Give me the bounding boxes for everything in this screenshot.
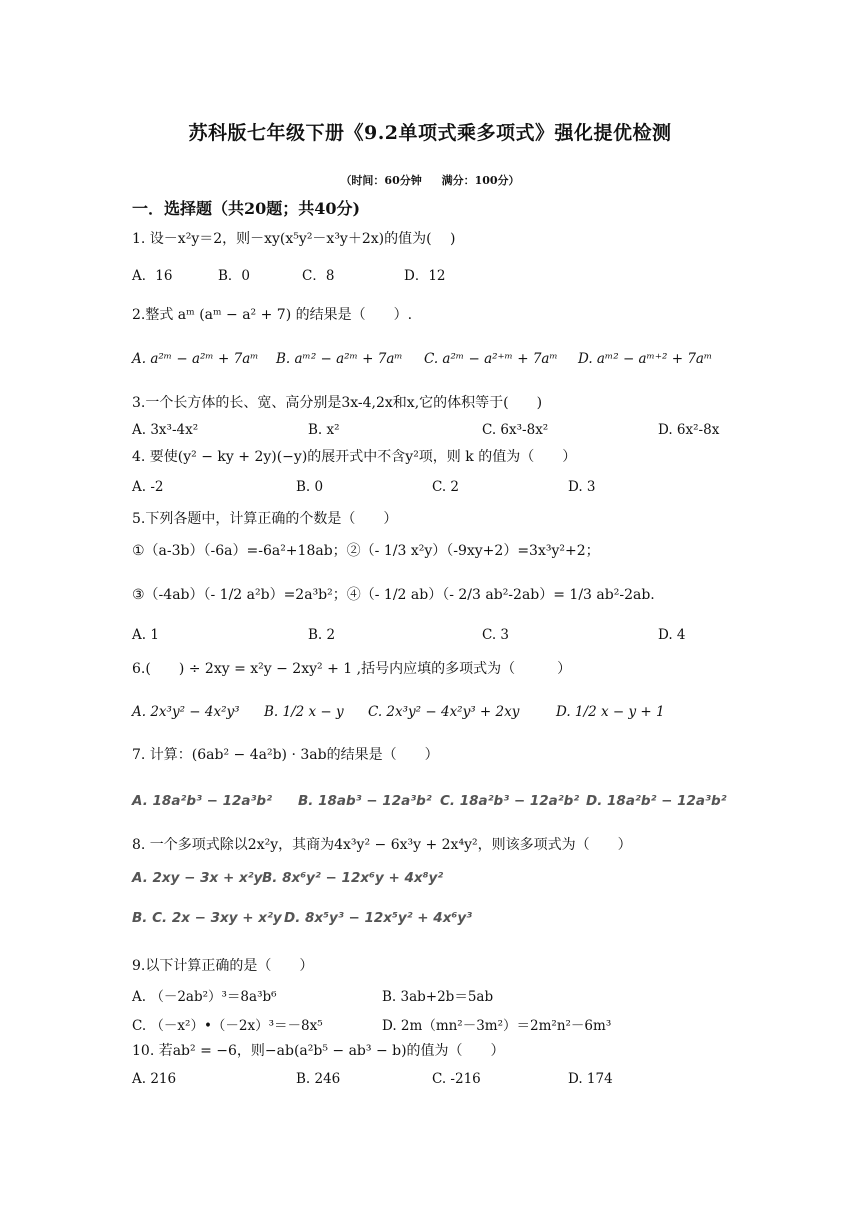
option-a: A. 3x³-4x²	[132, 422, 199, 438]
option-a: A. a²ᵐ − a²ᵐ + 7aᵐ	[132, 351, 259, 367]
option-d: D．12	[404, 268, 446, 284]
question-5: 5.下列各题中，计算正确的个数是（ ）	[132, 511, 398, 527]
option-b: B．0	[218, 268, 251, 284]
option-b: B. 3ab+2b＝5ab	[382, 989, 494, 1005]
question-7: 7. 计算：(6ab² − 4a²b) · 3ab的结果是（ ）	[132, 747, 439, 763]
question-6: 6.( ) ÷ 2xy = x²y − 2xy² + 1 ,括号内应填的多项式为（ ）	[132, 661, 572, 677]
option-d: D. 4	[658, 627, 686, 643]
question-3: 3.一个长方体的长、宽、高分别是3x-4,2x和x,它的体积等于( )	[132, 395, 543, 411]
option-d: D. 2m（mn²－3m²）＝2m²n²－6m³	[382, 1018, 612, 1034]
option-b: B. 18ab³ − 12a³b²	[298, 793, 432, 809]
option-a: A. （－2ab²）³＝8a³b⁶	[132, 989, 277, 1005]
option-c: C. 2x³y² − 4x²y³ + 2xy	[368, 704, 520, 720]
option-c: C. 18a²b³ − 12a²b²	[440, 793, 580, 809]
option-b: B. 8x⁶y² − 12x⁶y + 4x⁸y²	[262, 870, 444, 886]
option-a: A. 18a²b³ − 12a³b²	[132, 793, 273, 809]
option-c: C. a²ᵐ − a²⁺ᵐ + 7aᵐ	[424, 351, 558, 367]
question-5-statements-1: ①（a-3b）（-6a）=-6a²+18ab；②（- 1/3 x²y）（-9xy+2）=3x³y²+2；	[132, 543, 600, 559]
option-c: C. -216	[432, 1071, 481, 1087]
option-c: C. 6x³-8x²	[482, 422, 549, 438]
option-d: D. 3	[568, 479, 596, 495]
option-c: C. 2	[432, 479, 460, 495]
option-a: A. 216	[132, 1071, 177, 1087]
option-d: D. 174	[568, 1071, 613, 1087]
option-d: D. aᵐ² − aᵐ⁺² + 7aᵐ	[578, 351, 713, 367]
question-10: 10. 若ab² = −6，则−ab(a²b⁵ − ab³ − b)的值为（ ）	[132, 1043, 505, 1059]
option-c: C. 3	[482, 627, 510, 643]
option-a: A. 2x³y² − 4x²y³	[132, 704, 240, 720]
option-a: A. 2xy − 3x + x²y	[132, 870, 263, 886]
option-d: D. 8x⁵y³ − 12x⁵y² + 4x⁶y³	[284, 910, 473, 926]
option-b: B. 2	[308, 627, 336, 643]
exam-score: 满分：100分）	[441, 174, 520, 187]
option-b: B. 246	[296, 1071, 341, 1087]
question-4: 4. 要使(y² − ky + 2y)(−y)的展开式中不含y²项，则 k 的值为（ ）	[132, 449, 577, 465]
option-c: B. C. 2x − 3xy + x²y	[132, 910, 282, 926]
exam-time: （时间：60分钟	[340, 174, 422, 187]
question-9: 9.以下计算正确的是（ ）	[132, 958, 314, 974]
option-b: B. 1/2 x − y	[264, 704, 344, 720]
option-b: B. x²	[308, 422, 340, 438]
option-d: D. 6x²-8x	[658, 422, 720, 438]
option-a: A. 1	[132, 627, 159, 643]
option-d: D. 18a²b² − 12a³b²	[586, 793, 727, 809]
section-heading: 一．选择题（共20题；共40分)	[132, 199, 361, 218]
option-a: A. -2	[132, 479, 164, 495]
option-a: A．16	[132, 268, 173, 284]
option-c: C．8	[302, 268, 335, 284]
option-b: B. 0	[296, 479, 324, 495]
option-b: B. aᵐ² − a²ᵐ + 7aᵐ	[276, 351, 403, 367]
question-1: 1. 设－x²y＝2，则－xy(x⁵y²－x³y＋2x)的值为( )	[132, 231, 456, 247]
question-2: 2.整式 aᵐ (aᵐ − a² + 7) 的结果是（ ）.	[132, 307, 413, 323]
option-d: D. 1/2 x − y + 1	[556, 704, 665, 720]
option-c: C. （－x²）•（－2x）³＝－8x⁵	[132, 1018, 323, 1034]
question-5-statements-2: ③（-4ab）（- 1/2 a²b）=2a³b²；④（- 1/2 ab）（- 2/3 ab²-2ab）= 1/3 ab²-2ab.	[132, 587, 655, 603]
question-8: 8. 一个多项式除以2x²y，其商为4x³y² − 6x³y + 2x⁴y²，则该多项式为（ ）	[132, 837, 632, 853]
page-title: 苏科版七年级下册《9.2单项式乘多项式》强化提优检测	[188, 122, 672, 144]
exam-meta	[0, 172, 860, 188]
